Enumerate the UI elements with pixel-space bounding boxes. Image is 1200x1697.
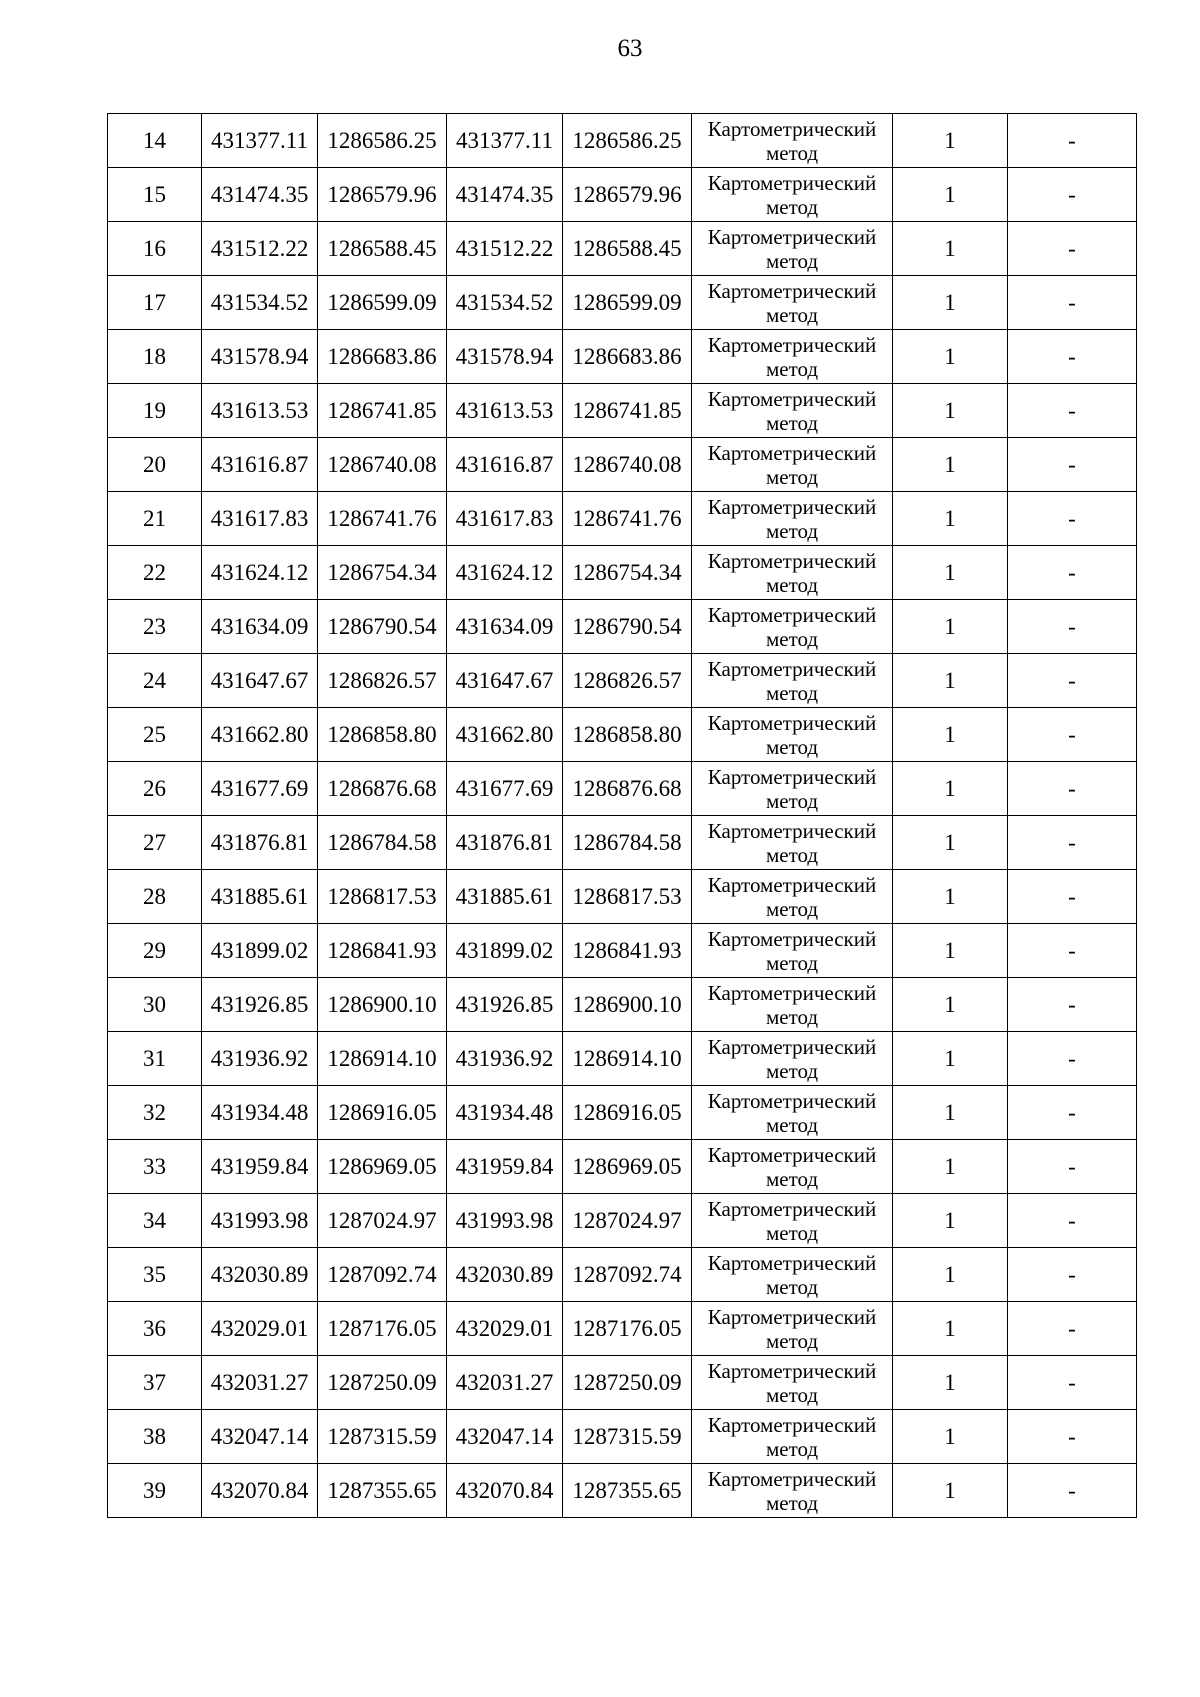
precision-cell: 1	[893, 384, 1008, 438]
method-line-1: Картометрический	[707, 116, 877, 141]
point-number-cell: 32	[108, 1086, 202, 1140]
x-existing-cell: 431616.87	[202, 438, 318, 492]
y-new-cell: 1287315.59	[563, 1410, 692, 1464]
method-cell	[692, 924, 893, 978]
precision-cell: 1	[893, 330, 1008, 384]
precision-cell: 1	[893, 924, 1008, 978]
point-number-cell: 14	[108, 114, 202, 168]
y-new-cell: 1286876.68	[563, 762, 692, 816]
point-number-cell: 39	[108, 1464, 202, 1518]
table-row	[108, 708, 1137, 762]
method-cell	[692, 384, 893, 438]
y-new-cell: 1286900.10	[563, 978, 692, 1032]
method-cell	[692, 1410, 893, 1464]
method-line-1: Картометрический	[707, 980, 877, 1005]
description-cell: -	[1008, 1248, 1137, 1302]
x-new-cell: 431512.22	[447, 222, 563, 276]
y-new-cell: 1286916.05	[563, 1086, 692, 1140]
description-cell: -	[1008, 1302, 1137, 1356]
point-number-cell: 20	[108, 438, 202, 492]
table-body	[108, 114, 1137, 1518]
y-existing-cell: 1287355.65	[318, 1464, 447, 1518]
method-line-2: метод	[765, 1112, 819, 1137]
y-new-cell: 1286586.25	[563, 114, 692, 168]
point-number-cell: 18	[108, 330, 202, 384]
point-number-cell: 25	[108, 708, 202, 762]
y-existing-cell: 1286586.25	[318, 114, 447, 168]
description-cell: -	[1008, 384, 1137, 438]
x-existing-cell: 431578.94	[202, 330, 318, 384]
y-existing-cell: 1286969.05	[318, 1140, 447, 1194]
y-existing-cell: 1287250.09	[318, 1356, 447, 1410]
point-number-cell: 19	[108, 384, 202, 438]
point-number-cell: 16	[108, 222, 202, 276]
description-cell: -	[1008, 168, 1137, 222]
y-new-cell: 1286683.86	[563, 330, 692, 384]
x-existing-cell: 431926.85	[202, 978, 318, 1032]
description-cell: -	[1008, 870, 1137, 924]
y-existing-cell: 1287315.59	[318, 1410, 447, 1464]
point-number-cell: 34	[108, 1194, 202, 1248]
table-row	[108, 924, 1137, 978]
y-existing-cell: 1286579.96	[318, 168, 447, 222]
y-existing-cell: 1286683.86	[318, 330, 447, 384]
description-cell: -	[1008, 1194, 1137, 1248]
method-line-1: Картометрический	[707, 332, 877, 357]
method-line-2: метод	[765, 1328, 819, 1353]
y-existing-cell: 1286876.68	[318, 762, 447, 816]
method-line-2: метод	[765, 410, 819, 435]
precision-cell: 1	[893, 654, 1008, 708]
method-line-1: Картометрический	[707, 926, 877, 951]
method-line-2: метод	[765, 1220, 819, 1245]
description-cell: -	[1008, 762, 1137, 816]
method-line-2: метод	[765, 356, 819, 381]
description-cell: -	[1008, 1032, 1137, 1086]
precision-cell: 1	[893, 1464, 1008, 1518]
y-new-cell: 1287176.05	[563, 1302, 692, 1356]
method-line-1: Картометрический	[707, 1196, 877, 1221]
method-line-1: Картометрический	[707, 1142, 877, 1167]
table-row	[108, 330, 1137, 384]
point-number-cell: 37	[108, 1356, 202, 1410]
x-new-cell: 431616.87	[447, 438, 563, 492]
method-cell	[692, 762, 893, 816]
table-row	[108, 1356, 1137, 1410]
description-cell: -	[1008, 1086, 1137, 1140]
table-row	[108, 654, 1137, 708]
x-new-cell: 431959.84	[447, 1140, 563, 1194]
table-row	[108, 438, 1137, 492]
method-line-1: Картометрический	[707, 278, 877, 303]
table-row	[108, 222, 1137, 276]
method-cell	[692, 708, 893, 762]
x-new-cell: 432030.89	[447, 1248, 563, 1302]
method-cell	[692, 978, 893, 1032]
method-line-1: Картометрический	[707, 494, 877, 519]
precision-cell: 1	[893, 816, 1008, 870]
table-row	[108, 1086, 1137, 1140]
table-row	[108, 762, 1137, 816]
x-new-cell: 431377.11	[447, 114, 563, 168]
precision-cell: 1	[893, 1194, 1008, 1248]
precision-cell: 1	[893, 600, 1008, 654]
y-existing-cell: 1286900.10	[318, 978, 447, 1032]
precision-cell: 1	[893, 168, 1008, 222]
y-new-cell: 1286790.54	[563, 600, 692, 654]
y-existing-cell: 1286740.08	[318, 438, 447, 492]
y-new-cell: 1286588.45	[563, 222, 692, 276]
x-existing-cell: 431534.52	[202, 276, 318, 330]
method-line-2: метод	[765, 680, 819, 705]
precision-cell: 1	[893, 276, 1008, 330]
description-cell: -	[1008, 978, 1137, 1032]
x-existing-cell: 432030.89	[202, 1248, 318, 1302]
method-line-1: Картометрический	[707, 1358, 877, 1383]
method-cell	[692, 438, 893, 492]
y-existing-cell: 1287176.05	[318, 1302, 447, 1356]
y-existing-cell: 1286858.80	[318, 708, 447, 762]
y-new-cell: 1286914.10	[563, 1032, 692, 1086]
y-new-cell: 1287092.74	[563, 1248, 692, 1302]
method-cell	[692, 1194, 893, 1248]
method-line-1: Картометрический	[707, 710, 877, 735]
y-new-cell: 1286599.09	[563, 276, 692, 330]
description-cell: -	[1008, 546, 1137, 600]
description-cell: -	[1008, 1410, 1137, 1464]
y-new-cell: 1286858.80	[563, 708, 692, 762]
y-existing-cell: 1286841.93	[318, 924, 447, 978]
description-cell: -	[1008, 1356, 1137, 1410]
method-cell	[692, 492, 893, 546]
method-line-2: метод	[765, 1274, 819, 1299]
x-existing-cell: 432029.01	[202, 1302, 318, 1356]
table-row	[108, 1248, 1137, 1302]
point-number-cell: 35	[108, 1248, 202, 1302]
precision-cell: 1	[893, 708, 1008, 762]
y-existing-cell: 1286754.34	[318, 546, 447, 600]
precision-cell: 1	[893, 222, 1008, 276]
x-new-cell: 432047.14	[447, 1410, 563, 1464]
table-row	[108, 1464, 1137, 1518]
point-number-cell: 31	[108, 1032, 202, 1086]
x-new-cell: 431534.52	[447, 276, 563, 330]
description-cell: -	[1008, 1464, 1137, 1518]
method-cell	[692, 654, 893, 708]
y-new-cell: 1286754.34	[563, 546, 692, 600]
description-cell: -	[1008, 276, 1137, 330]
x-new-cell: 431934.48	[447, 1086, 563, 1140]
x-existing-cell: 431512.22	[202, 222, 318, 276]
method-line-1: Картометрический	[707, 1088, 877, 1113]
point-number-cell: 21	[108, 492, 202, 546]
method-line-1: Картометрический	[707, 872, 877, 897]
precision-cell: 1	[893, 114, 1008, 168]
method-line-2: метод	[765, 1490, 819, 1515]
y-existing-cell: 1286741.76	[318, 492, 447, 546]
method-line-1: Картометрический	[707, 1304, 877, 1329]
description-cell: -	[1008, 924, 1137, 978]
method-line-1: Картометрический	[707, 818, 877, 843]
coordinates-table	[107, 113, 1137, 1518]
method-line-2: метод	[765, 734, 819, 759]
description-cell: -	[1008, 708, 1137, 762]
x-new-cell: 431926.85	[447, 978, 563, 1032]
y-new-cell: 1286817.53	[563, 870, 692, 924]
method-cell	[692, 816, 893, 870]
x-new-cell: 431885.61	[447, 870, 563, 924]
method-line-1: Картометрический	[707, 1034, 877, 1059]
table-row	[108, 1140, 1137, 1194]
precision-cell: 1	[893, 1410, 1008, 1464]
method-line-1: Картометрический	[707, 656, 877, 681]
method-cell	[692, 1302, 893, 1356]
description-cell: -	[1008, 222, 1137, 276]
y-existing-cell: 1286784.58	[318, 816, 447, 870]
precision-cell: 1	[893, 762, 1008, 816]
y-new-cell: 1287355.65	[563, 1464, 692, 1518]
y-existing-cell: 1286826.57	[318, 654, 447, 708]
y-new-cell: 1286969.05	[563, 1140, 692, 1194]
method-cell	[692, 276, 893, 330]
description-cell: -	[1008, 816, 1137, 870]
x-existing-cell: 432070.84	[202, 1464, 318, 1518]
x-new-cell: 431662.80	[447, 708, 563, 762]
method-line-2: метод	[765, 626, 819, 651]
method-cell	[692, 1464, 893, 1518]
precision-cell: 1	[893, 1248, 1008, 1302]
precision-cell: 1	[893, 1356, 1008, 1410]
method-line-1: Картометрический	[707, 764, 877, 789]
method-cell	[692, 1032, 893, 1086]
x-existing-cell: 431613.53	[202, 384, 318, 438]
y-new-cell: 1286826.57	[563, 654, 692, 708]
method-line-1: Картометрический	[707, 440, 877, 465]
point-number-cell: 27	[108, 816, 202, 870]
point-number-cell: 24	[108, 654, 202, 708]
method-line-2: метод	[765, 1436, 819, 1461]
x-existing-cell: 431876.81	[202, 816, 318, 870]
x-existing-cell: 431899.02	[202, 924, 318, 978]
method-line-1: Картометрический	[707, 386, 877, 411]
y-new-cell: 1286740.08	[563, 438, 692, 492]
x-existing-cell: 432047.14	[202, 1410, 318, 1464]
point-number-cell: 29	[108, 924, 202, 978]
method-line-2: метод	[765, 1166, 819, 1191]
method-cell	[692, 1086, 893, 1140]
table-row	[108, 1410, 1137, 1464]
x-new-cell: 431474.35	[447, 168, 563, 222]
x-new-cell: 431876.81	[447, 816, 563, 870]
x-existing-cell: 431934.48	[202, 1086, 318, 1140]
x-new-cell: 432070.84	[447, 1464, 563, 1518]
method-line-2: метод	[765, 464, 819, 489]
precision-cell: 1	[893, 978, 1008, 1032]
table-row	[108, 600, 1137, 654]
point-number-cell: 15	[108, 168, 202, 222]
x-new-cell: 431647.67	[447, 654, 563, 708]
method-line-2: метод	[765, 140, 819, 165]
x-new-cell: 431634.09	[447, 600, 563, 654]
method-cell	[692, 600, 893, 654]
x-existing-cell: 431647.67	[202, 654, 318, 708]
point-number-cell: 36	[108, 1302, 202, 1356]
precision-cell: 1	[893, 1032, 1008, 1086]
table-row	[108, 276, 1137, 330]
method-line-1: Картометрический	[707, 548, 877, 573]
description-cell: -	[1008, 114, 1137, 168]
precision-cell: 1	[893, 1140, 1008, 1194]
y-existing-cell: 1286741.85	[318, 384, 447, 438]
x-new-cell: 431578.94	[447, 330, 563, 384]
method-cell	[692, 870, 893, 924]
y-existing-cell: 1286588.45	[318, 222, 447, 276]
point-number-cell: 38	[108, 1410, 202, 1464]
table-row	[108, 978, 1137, 1032]
description-cell: -	[1008, 1140, 1137, 1194]
x-new-cell: 431613.53	[447, 384, 563, 438]
x-existing-cell: 431474.35	[202, 168, 318, 222]
method-line-1: Картометрический	[707, 224, 877, 249]
x-existing-cell: 431936.92	[202, 1032, 318, 1086]
x-existing-cell: 431634.09	[202, 600, 318, 654]
table-row	[108, 1194, 1137, 1248]
x-new-cell: 431617.83	[447, 492, 563, 546]
y-existing-cell: 1286916.05	[318, 1086, 447, 1140]
table-row	[108, 492, 1137, 546]
method-line-2: метод	[765, 248, 819, 273]
y-new-cell: 1286741.76	[563, 492, 692, 546]
method-line-1: Картометрический	[707, 170, 877, 195]
x-existing-cell: 432031.27	[202, 1356, 318, 1410]
method-line-2: метод	[765, 1382, 819, 1407]
table-row	[108, 1302, 1137, 1356]
method-cell	[692, 1140, 893, 1194]
method-cell	[692, 546, 893, 600]
y-existing-cell: 1287024.97	[318, 1194, 447, 1248]
method-cell	[692, 168, 893, 222]
y-existing-cell: 1286914.10	[318, 1032, 447, 1086]
precision-cell: 1	[893, 1302, 1008, 1356]
y-new-cell: 1286741.85	[563, 384, 692, 438]
x-new-cell: 431993.98	[447, 1194, 563, 1248]
method-line-2: метод	[765, 896, 819, 921]
x-existing-cell: 431624.12	[202, 546, 318, 600]
description-cell: -	[1008, 438, 1137, 492]
point-number-cell: 33	[108, 1140, 202, 1194]
method-line-2: метод	[765, 302, 819, 327]
y-existing-cell: 1286790.54	[318, 600, 447, 654]
precision-cell: 1	[893, 438, 1008, 492]
y-existing-cell: 1287092.74	[318, 1248, 447, 1302]
y-new-cell: 1286784.58	[563, 816, 692, 870]
y-existing-cell: 1286599.09	[318, 276, 447, 330]
y-new-cell: 1286579.96	[563, 168, 692, 222]
table-row	[108, 114, 1137, 168]
method-line-2: метод	[765, 1004, 819, 1029]
x-existing-cell: 431662.80	[202, 708, 318, 762]
description-cell: -	[1008, 654, 1137, 708]
table-row	[108, 816, 1137, 870]
method-line-2: метод	[765, 518, 819, 543]
table-row	[108, 546, 1137, 600]
x-existing-cell: 431885.61	[202, 870, 318, 924]
point-number-cell: 30	[108, 978, 202, 1032]
point-number-cell: 17	[108, 276, 202, 330]
point-number-cell: 28	[108, 870, 202, 924]
precision-cell: 1	[893, 1086, 1008, 1140]
precision-cell: 1	[893, 870, 1008, 924]
method-cell	[692, 330, 893, 384]
x-new-cell: 431677.69	[447, 762, 563, 816]
description-cell: -	[1008, 600, 1137, 654]
x-existing-cell: 431377.11	[202, 114, 318, 168]
x-new-cell: 432029.01	[447, 1302, 563, 1356]
point-number-cell: 23	[108, 600, 202, 654]
table-row	[108, 870, 1137, 924]
x-new-cell: 431624.12	[447, 546, 563, 600]
precision-cell: 1	[893, 492, 1008, 546]
x-new-cell: 432031.27	[447, 1356, 563, 1410]
x-new-cell: 431936.92	[447, 1032, 563, 1086]
method-line-1: Картометрический	[707, 1466, 877, 1491]
method-line-2: метод	[765, 788, 819, 813]
description-cell: -	[1008, 330, 1137, 384]
x-new-cell: 431899.02	[447, 924, 563, 978]
method-line-2: метод	[765, 572, 819, 597]
y-new-cell: 1286841.93	[563, 924, 692, 978]
method-line-2: метод	[765, 1058, 819, 1083]
precision-cell: 1	[893, 546, 1008, 600]
method-line-2: метод	[765, 194, 819, 219]
x-existing-cell: 431959.84	[202, 1140, 318, 1194]
point-number-cell: 22	[108, 546, 202, 600]
y-existing-cell: 1286817.53	[318, 870, 447, 924]
table-row	[108, 1032, 1137, 1086]
method-line-2: метод	[765, 842, 819, 867]
y-new-cell: 1287250.09	[563, 1356, 692, 1410]
method-line-1: Картометрический	[707, 602, 877, 627]
table-row	[108, 384, 1137, 438]
method-line-1: Картометрический	[707, 1412, 877, 1437]
description-cell: -	[1008, 492, 1137, 546]
method-cell	[692, 222, 893, 276]
page-number: 63	[617, 35, 643, 62]
x-existing-cell: 431993.98	[202, 1194, 318, 1248]
method-cell	[692, 1356, 893, 1410]
method-line-1: Картометрический	[707, 1250, 877, 1275]
table-row	[108, 168, 1137, 222]
method-cell	[692, 114, 893, 168]
x-existing-cell: 431677.69	[202, 762, 318, 816]
x-existing-cell: 431617.83	[202, 492, 318, 546]
method-line-2: метод	[765, 950, 819, 975]
method-cell	[692, 1248, 893, 1302]
point-number-cell: 26	[108, 762, 202, 816]
y-new-cell: 1287024.97	[563, 1194, 692, 1248]
